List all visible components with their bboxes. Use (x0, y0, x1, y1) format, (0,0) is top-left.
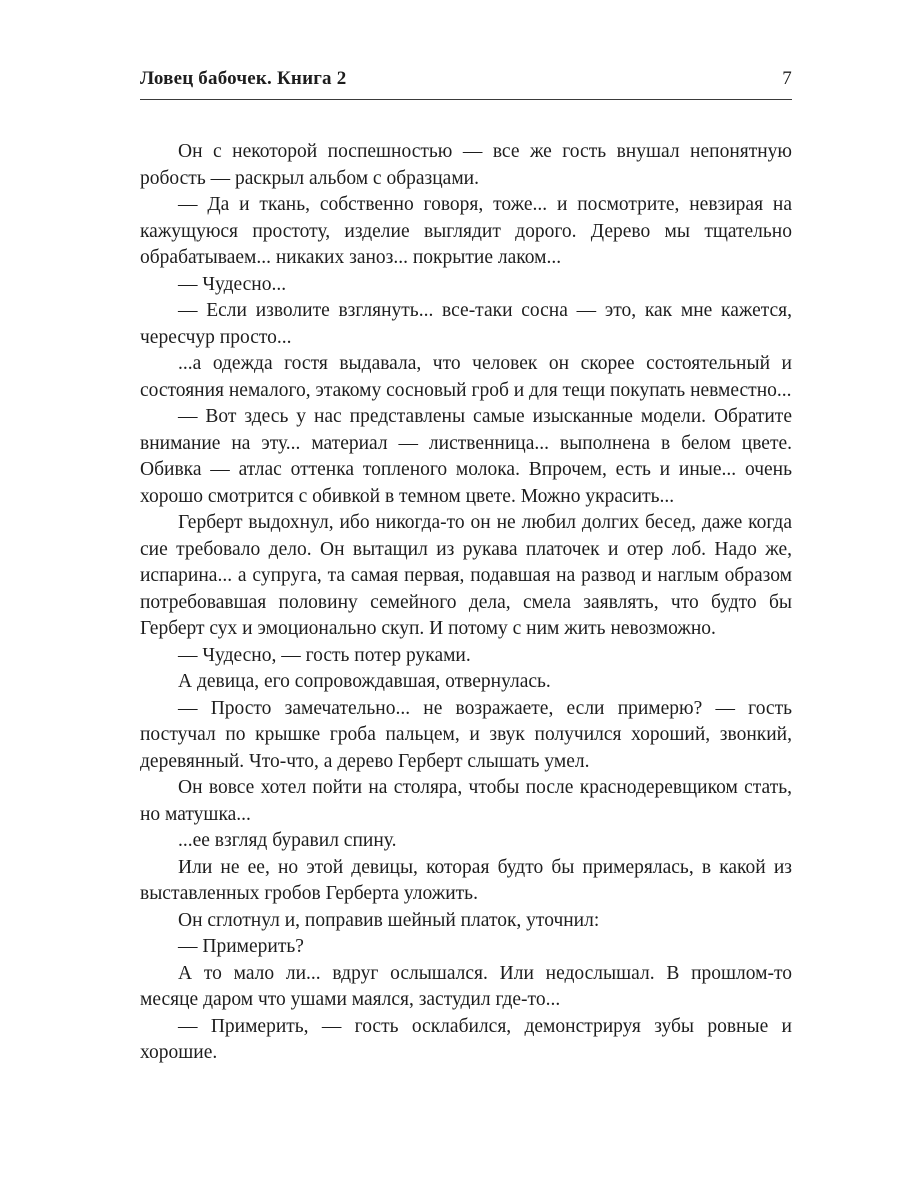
paragraph: — Просто замечательно... не возражаете, если примерю? — гость постучал по крышке гроба пальцем, и звук получился хороший, звонкий, деревянный. Что-что, а дерево Герберт слышать умел. (140, 697, 792, 772)
paragraph: А девица, его сопровождавшая, отвернулась. (178, 671, 551, 692)
paragraph: — Да и ткань, собственно говоря, тоже... и посмотрите, невзирая на кажущуюся простоту, изделие выглядит дорого. Дерево мы тщательно обрабатываем... никаких заноз... покрытие лаком... (140, 194, 792, 268)
paragraph: ...ее взгляд буравил спину. (178, 830, 397, 851)
page-header (140, 68, 792, 90)
header-rule (140, 99, 792, 100)
body-text (140, 139, 792, 1067)
paragraph: Или не ее, но этой девицы, которая будто бы примерялась, в какой из выставленных гробов Герберта уложить. (140, 856, 792, 904)
page-number: 7 (782, 68, 792, 89)
paragraph: Он с некоторой поспешностью — все же гость внушал непонятную робость — раскрыл альбом с образцами. (140, 141, 792, 189)
paragraph: А то мало ли... вдруг ослышался. Или недослышал. В прошлом-то месяце даром что ушами маялся, застудил где-то... (140, 962, 792, 1010)
paragraph: Герберт выдохнул, ибо никогда-то он не любил долгих бесед, даже когда сие требовало дело. Он вытащил из рукава платочек и отер лоб. Надо же, испарина... а супруга, та самая первая, подавшая на развод и наглым образом потребовавшая половину семейного дела, смела заявлять, что будто бы Герберт сух и эмоционально скуп. И потому с ним жить невозможно. (140, 512, 792, 639)
paragraph: Он сглотнул и, поправив шейный платок, уточнил: (178, 909, 600, 931)
paragraph: — Вот здесь у нас представлены самые изысканные модели. Обратите внимание на эту... материал — лиственница... выполнена в белом цвете. Обивка — атлас оттенка топленого молока. Впрочем, есть и иные... очень хорошо смотрится с обивкой в темном цвете. Можно украсить... (140, 406, 792, 507)
paragraph: ...а одежда гостя выдавала, что человек он скорее состоятельный и состояния немалого, этакому сосновый гроб и для тещи покупать невместно... (140, 353, 792, 401)
paragraph: — Примерить? (178, 936, 304, 957)
paragraph: Он вовсе хотел пойти на столяра, чтобы после краснодеревщиком стать, но матушка... (140, 777, 792, 825)
running-title: Ловец бабочек. Книга 2 (140, 68, 347, 89)
paragraph: — Чудесно, — гость потер руками. (178, 644, 471, 666)
paragraph: — Если изволите взглянуть... все-таки сосна — это, как мне кажется, чересчур просто... (140, 300, 792, 348)
paragraph: — Чудесно... (178, 273, 287, 295)
paragraph: — Примерить, — гость осклабился, демонстрируя зубы ровные и хорошие. (140, 1015, 792, 1063)
